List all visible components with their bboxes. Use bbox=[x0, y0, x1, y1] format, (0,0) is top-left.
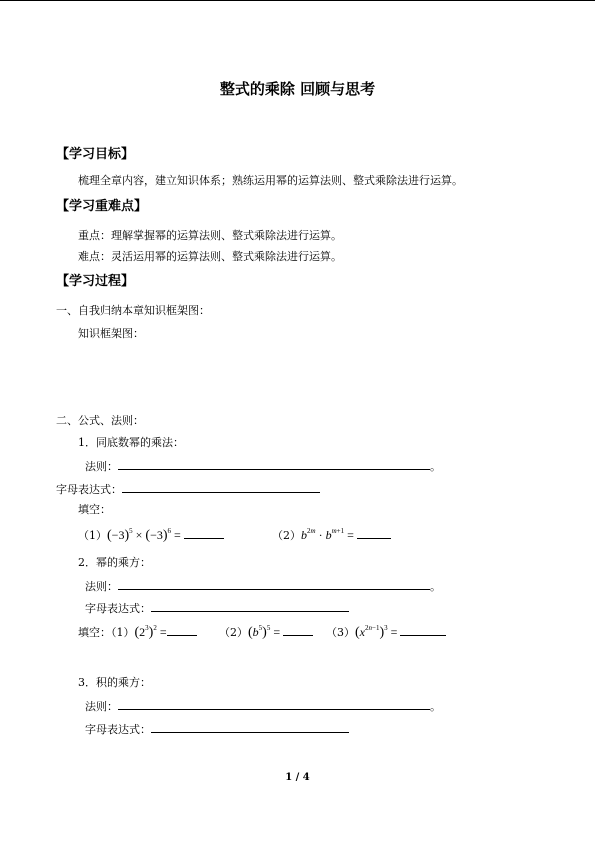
section1-fill-label: 填空： bbox=[78, 503, 111, 516]
fill-label: 填空： bbox=[78, 626, 111, 639]
section3-title: 3．积的乘方： bbox=[78, 676, 151, 689]
rule-end-mark: 。 bbox=[430, 700, 441, 713]
rule-end-mark: 。 bbox=[430, 460, 441, 473]
section3-expr bbox=[85, 721, 349, 737]
question-label: （1） bbox=[111, 626, 135, 639]
math-expression: $(b^5)^5$ = bbox=[248, 624, 281, 640]
expr-blank[interactable] bbox=[151, 721, 349, 733]
answer-blank[interactable] bbox=[184, 527, 224, 539]
expr-blank[interactable] bbox=[151, 600, 349, 612]
expr-label: 字母表达式： bbox=[85, 602, 151, 615]
top-border-line bbox=[0, 0, 595, 1]
difficulty-text: 难点：灵活运用幂的运算法则、整式乘除法进行运算。 bbox=[78, 250, 342, 263]
section2-question-3 bbox=[326, 624, 446, 640]
expr-label: 字母表达式： bbox=[56, 483, 122, 496]
section2-rule bbox=[85, 578, 441, 594]
math-expression: $(-3)^5 \times (-3)^6$ = bbox=[107, 527, 181, 543]
focus-text: 重点：理解掌握幂的运算法则、整式乘除法进行运算。 bbox=[78, 229, 342, 242]
key-points-heading: 【学习重难点】 bbox=[56, 199, 148, 214]
expr-blank[interactable] bbox=[122, 481, 320, 493]
question-label: （2） bbox=[272, 529, 301, 542]
part2-title: 二、公式、法则： bbox=[56, 414, 144, 427]
goals-text: 梳理全章内容，建立知识体系；熟练运用幂的运算法则、整式乘除法进行运算。 bbox=[78, 174, 463, 187]
rule-blank[interactable] bbox=[118, 458, 430, 470]
section2-question-2 bbox=[219, 624, 313, 640]
section1-title: 1．同底数幂的乘法： bbox=[78, 436, 184, 449]
framework-label: 知识框架图： bbox=[78, 327, 144, 340]
answer-blank[interactable] bbox=[357, 527, 391, 539]
question-label: （3） bbox=[326, 626, 355, 639]
rule-label: 法则： bbox=[85, 700, 118, 713]
rule-blank[interactable] bbox=[118, 578, 430, 590]
math-expression: $(2^3)^2$ = bbox=[134, 624, 167, 640]
page-number: 1 / 4 bbox=[285, 772, 310, 783]
math-expression: $(x^{2n-1})^3$ = bbox=[355, 624, 398, 640]
rule-end-mark: 。 bbox=[430, 580, 441, 593]
answer-blank[interactable] bbox=[167, 624, 197, 636]
goals-heading: 【学习目标】 bbox=[56, 147, 135, 162]
expr-label: 字母表达式： bbox=[85, 723, 151, 736]
answer-blank[interactable] bbox=[283, 624, 313, 636]
rule-blank[interactable] bbox=[118, 698, 430, 710]
answer-blank[interactable] bbox=[400, 624, 446, 636]
section2-fill-row bbox=[78, 624, 197, 640]
math-expression: $b^{2m} \cdot b^{m+1}$ = bbox=[301, 527, 354, 542]
question-label: （1） bbox=[78, 529, 107, 542]
part1-title: 一、自我归纳本章知识框架图： bbox=[56, 304, 210, 317]
section1-question-2 bbox=[272, 527, 391, 543]
section1-expr bbox=[56, 481, 320, 497]
rule-label: 法则： bbox=[85, 460, 118, 473]
process-heading: 【学习过程】 bbox=[56, 274, 135, 289]
section3-rule bbox=[85, 698, 441, 714]
page-title: 整式的乘除 回顾与思考 bbox=[219, 80, 376, 98]
rule-label: 法则： bbox=[85, 580, 118, 593]
section2-expr bbox=[85, 600, 349, 616]
section1-question-1 bbox=[78, 527, 224, 543]
question-label: （2） bbox=[219, 626, 248, 639]
section1-rule bbox=[85, 458, 441, 474]
section2-title: 2．幂的乘方： bbox=[78, 556, 151, 569]
